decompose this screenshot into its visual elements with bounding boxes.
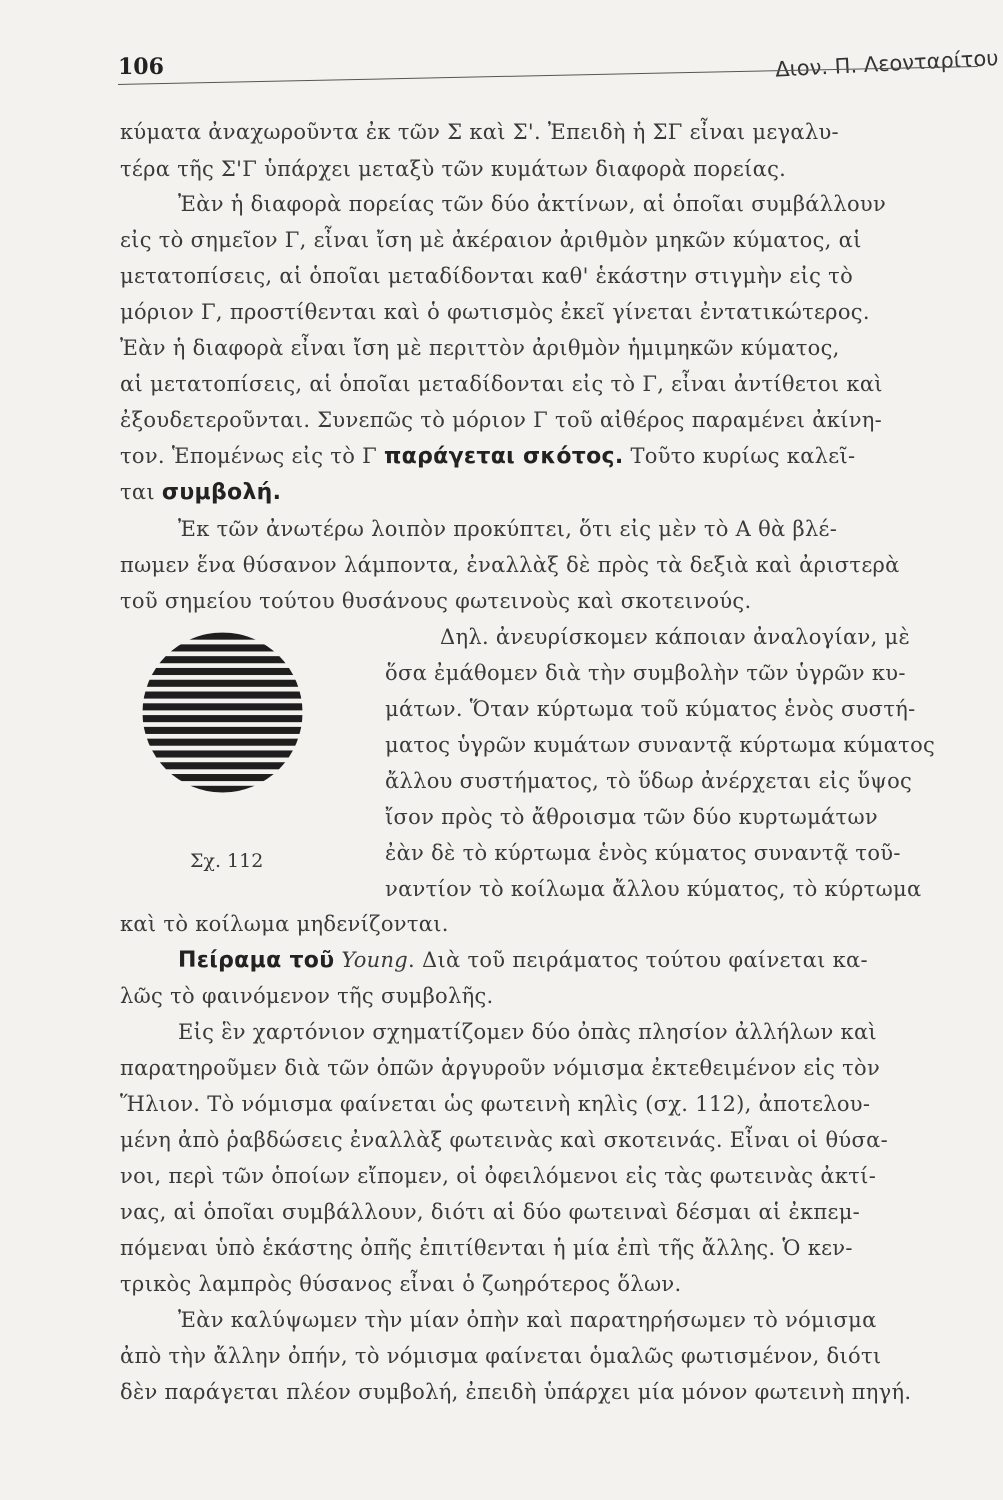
- text-line: Εἰς ἓν χαρτόνιον σχηματίζομεν δύο ὀπὰς πλησίον ἀλλήλων καὶ: [178, 1020, 877, 1044]
- text-line: ἐξουδετεροῦνται. Συνεπῶς τὸ μόριον Γ τοῦ αἰθέρος παραμένει ἀκίνη-: [120, 408, 883, 432]
- text-line: Ἐὰν καλύψωμεν τὴν μίαν ὀπὴν καὶ παρατηρήσωμεν τὸ νόμισμα: [178, 1308, 877, 1332]
- text-line: ματος ὑγρῶν κυμάτων συναντᾷ κύρτωμα κύματος: [385, 733, 936, 757]
- text-line: ναντίον τὸ κοίλωμα ἄλλου κύματος, τὸ κύρτωμα: [385, 877, 922, 901]
- text-line: ἴσον πρὸς τὸ ἄθροισμα τῶν δύο κυρτωμάτων: [385, 805, 878, 829]
- dark-stripe: [140, 668, 305, 675]
- text-line: Πείραμα τοῦ Young. Διὰ τοῦ πειράματος τούτου φαίνεται κα-: [178, 948, 868, 973]
- text-line: τέρα τῆς Σ'Γ ὑπάρχει μεταξὺ τῶν κυμάτων διαφορὰ πορείας.: [120, 157, 787, 181]
- text-line: κύματα ἀναχωροῦντα ἐκ τῶν Σ καὶ Σ'. Ἐπειδὴ ἡ ΣΓ εἶναι μεγαλυ-: [120, 120, 839, 144]
- text-line: τοῦ σημείου τούτου θυσάνους φωτεινοὺς καὶ σκοτεινούς.: [120, 589, 752, 613]
- text-line: αἱ μετατοπίσεις, αἱ ὁποῖαι μεταδίδονται εἰς τὸ Γ, εἶναι ἀντίθετοι καὶ: [120, 372, 883, 396]
- dark-stripe: [140, 786, 305, 793]
- bold-term: συμβολή.: [161, 480, 282, 505]
- dark-stripe: [140, 774, 305, 781]
- text-line: πόμεναι ὑπὸ ἑκάστης ὀπῆς ἐπιτίθενται ἡ μία ἐπὶ τῆς ἄλλης. Ὁ κεν-: [120, 1236, 853, 1260]
- disc-background: [140, 630, 305, 795]
- dark-stripe: [140, 750, 305, 757]
- dark-stripe: [140, 680, 305, 687]
- section-heading-name: Young: [334, 948, 409, 972]
- text-line: μένη ἀπὸ ῥαβδώσεις ἐναλλὰξ φωτεινὰς καὶ σκοτεινάς. Εἶναι οἱ θύσα-: [120, 1128, 888, 1152]
- text-line: Δηλ. ἀνευρίσκομεν κάποιαν ἀναλογίαν, μὲ: [440, 625, 911, 649]
- text-line: εἰς τὸ σημεῖον Γ, εἶναι ἴση μὲ ἀκέραιον ἀριθμὸν μηκῶν κύματος, αἱ: [120, 228, 862, 252]
- dark-stripe: [140, 633, 305, 640]
- dark-stripe: [140, 703, 305, 710]
- text-line: πωμεν ἕνα θύσανον λάμποντα, ἐναλλὰξ δὲ πρὸς τὰ δεξιὰ καὶ ἀριστερὰ: [120, 553, 900, 577]
- text-line: ται συμβολή.: [120, 480, 282, 505]
- text-line: τρικὸς λαμπρὸς θύσανος εἶναι ὁ ζωηρότερος ὅλων.: [120, 1272, 682, 1296]
- text-line: Ἥλιον. Τὸ νόμισμα φαίνεται ὡς φωτεινὴ κηλὶς (σχ. 112), ἀποτελου-: [120, 1092, 871, 1116]
- text-line: νοι, περὶ τῶν ὁποίων εἴπομεν, οἱ ὀφειλόμενοι εἰς τὰς φωτεινὰς ἀκτί-: [120, 1164, 877, 1188]
- text-line: μόριον Γ, προστίθενται καὶ ὁ φωτισμὸς ἐκεῖ γίνεται ἐντατικώτερος.: [120, 300, 870, 324]
- running-head: Διον. Π. Λεονταρίτου: [774, 46, 999, 82]
- section-heading: Πείραμα τοῦ: [178, 948, 335, 973]
- text-line: Ἐκ τῶν ἀνωτέρω λοιπὸν προκύπτει, ὅτι εἰς μὲν τὸ Α θὰ βλέ-: [178, 517, 838, 541]
- text-line: ὅσα ἐμάθομεν διὰ τὴν συμβολὴν τῶν ὑγρῶν κυ-: [385, 661, 906, 685]
- figure-caption: Σχ. 112: [190, 850, 264, 872]
- text-line: νας, αἱ ὁποῖαι συμβάλλουν, διότι αἱ δύο φωτειναὶ δέσμαι αἱ ἐκπεμ-: [120, 1200, 861, 1224]
- page-header: [118, 46, 998, 86]
- text-line: καὶ τὸ κοίλωμα μηδενίζονται.: [120, 912, 449, 936]
- dark-stripe: [140, 715, 305, 722]
- dark-stripe: [140, 644, 305, 651]
- text-line: λῶς τὸ φαινόμενον τῆς συμβολῆς.: [120, 984, 494, 1008]
- text-line: δὲν παράγεται πλέον συμβολή, ἐπειδὴ ὑπάρχει μία μόνον φωτεινὴ πηγή.: [120, 1380, 912, 1404]
- text-line: Ἐὰν ἡ διαφορὰ πορείας τῶν δύο ἀκτίνων, αἱ ὁποῖαι συμβάλλουν: [178, 192, 887, 216]
- dark-stripe: [140, 739, 305, 746]
- striped-disc-figure: [140, 630, 305, 795]
- text-line: ἐὰν δὲ τὸ κύρτωμα ἑνὸς κύματος συναντᾷ τοῦ-: [385, 841, 901, 865]
- bold-term: παράγεται σκότος.: [383, 444, 624, 469]
- page-number: 106: [118, 54, 164, 80]
- dark-stripe: [140, 762, 305, 769]
- text-line: μάτων. Ὅταν κύρτωμα τοῦ κύματος ἑνὸς συστή-: [385, 697, 916, 721]
- text-line: Ἐὰν ἡ διαφορὰ εἶναι ἴση μὲ περιττὸν ἀριθμὸν ἡμιμηκῶν κύματος,: [120, 336, 840, 360]
- text-line: τον. Ἑπομένως εἰς τὸ Γ παράγεται σκότος. Τοῦτο κυρίως καλεῖ-: [120, 444, 856, 469]
- dark-stripe: [140, 727, 305, 734]
- text-line: παρατηροῦμεν διὰ τῶν ὀπῶν ἀργυροῦν νόμισμα ἐκτεθειμένον εἰς τὸν: [120, 1056, 881, 1080]
- text-line: ἄλλου συστήματος, τὸ ὕδωρ ἀνέρχεται εἰς ὕψος: [385, 769, 913, 793]
- dark-stripe: [140, 692, 305, 699]
- dark-stripe: [140, 656, 305, 663]
- text-line: μετατοπίσεις, αἱ ὁποῖαι μεταδίδονται καθ' ἑκάστην στιγμὴν εἰς τὸ: [120, 264, 854, 288]
- text-line: ἀπὸ τὴν ἄλλην ὀπήν, τὸ νόμισμα φαίνεται ὁμαλῶς φωτισμένον, διότι: [120, 1344, 882, 1368]
